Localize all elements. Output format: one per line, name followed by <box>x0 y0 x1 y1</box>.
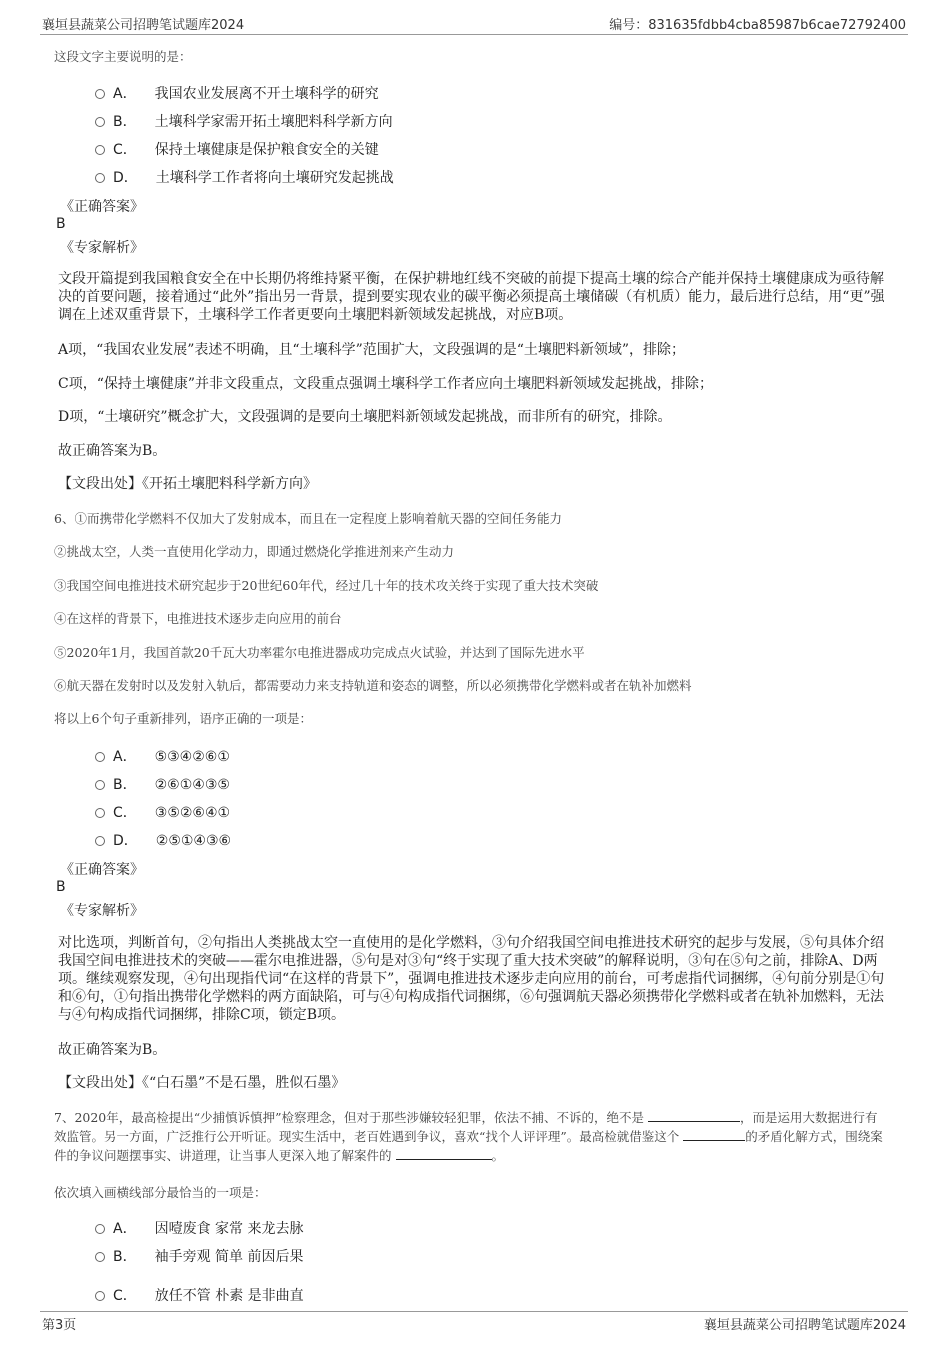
q5-answer-label: 《正确答案》 <box>60 199 144 215</box>
header-doc-id: 编号：831635fdbb4cba85987b6cae72792400 <box>609 18 906 33</box>
q6-answer: B <box>56 879 66 895</box>
q6-stem: 将以上6个句子重新排列，语序正确的一项是： <box>54 711 312 726</box>
radio-icon[interactable] <box>95 117 105 127</box>
radio-icon[interactable] <box>95 173 105 183</box>
q5-conclusion: 故正确答案为B。 <box>58 443 167 459</box>
radio-icon[interactable] <box>95 1291 105 1301</box>
radio-icon[interactable] <box>95 752 105 762</box>
page-number: 第3页 <box>42 1318 77 1333</box>
q5-analysis-paragraph: D项，“土壤研究”概念扩大，文段强调的是要向土壤肥料新领域发起挑战，而非所有的研究，排除。 <box>58 409 672 425</box>
q6-sentence: ⑥航天器在发射时以及发射入轨后，都需要动力来支持轨道和姿态的调整，所以必须携带化学燃料或者在轨补加燃料 <box>54 678 692 693</box>
q7-stem: 7、2020年，最高检提出“少捕慎诉慎押”检察理念，但对于那些涉嫌较轻犯罪，依法不捕、不诉的，绝不是 ，而是运用大数据进行有效监管。另一方面，广泛推行公开听证。现实生活中，老百姓遇到争议，喜欢“找个人评评理”。最高检就借鉴这个 的矛盾化解方式，围绕案件的争议问题摆事实、讲道理，让当事人更深入地了解案件的 。 <box>54 1110 883 1163</box>
q6-source: 【文段出处】《“白石墨”不是石墨，胜似石墨》 <box>58 1075 346 1091</box>
footer-divider <box>40 1311 908 1312</box>
q7-option-c[interactable]: C． 放任不管 朴素 是非曲直 <box>95 1285 304 1305</box>
fill-blank-1 <box>648 1109 740 1122</box>
radio-icon[interactable] <box>95 780 105 790</box>
q7-prompt: 依次填入画横线部分最恰当的一项是： <box>54 1185 267 1200</box>
header-title: 襄垣县蔬菜公司招聘笔试题库2024 <box>42 18 245 33</box>
radio-icon[interactable] <box>95 89 105 99</box>
radio-icon[interactable] <box>95 145 105 155</box>
radio-icon[interactable] <box>95 836 105 846</box>
q6-sentence: ④在这样的背景下，电推进技术逐步走向应用的前台 <box>54 611 342 626</box>
footer-title: 襄垣县蔬菜公司招聘笔试题库2024 <box>703 1318 906 1333</box>
q5-analysis-paragraph: A项，“我国农业发展”表述不明确，且“土壤科学”范围扩大，文段强调的是“土壤肥料新领域”，排除； <box>58 342 686 358</box>
q5-option-b[interactable]: B． 土壤科学家需开拓土壤肥料科学新方向 <box>95 111 393 131</box>
fill-blank-2 <box>683 1128 745 1141</box>
q7-option-a[interactable]: A． 因噎废食 家常 来龙去脉 <box>95 1218 303 1238</box>
q5-stem: 这段文字主要说明的是： <box>54 49 192 64</box>
q5-option-d[interactable]: D． 土壤科学工作者将向土壤研究发起挑战 <box>95 167 394 187</box>
q5-analysis-label: 《专家解析》 <box>60 240 144 256</box>
q5-analysis-paragraph: C项，“保持土壤健康”并非文段重点，文段重点强调土壤科学工作者应向土壤肥料新领域发起挑战，排除； <box>58 376 714 392</box>
q6-sentence: ②挑战太空，人类一直使用化学动力，即通过燃烧化学推进剂来产生动力 <box>54 544 455 559</box>
q5-option-c[interactable]: C． 保持土壤健康是保护粮食安全的关键 <box>95 139 379 159</box>
q6-option-b[interactable]: B． ②⑥①④③⑤ <box>95 774 230 794</box>
q5-answer: B <box>56 216 66 232</box>
q6-analysis-paragraph: 对比选项，判断首句，②句指出人类挑战太空一直使用的是化学燃料，③句介绍我国空间电推进技术研究的起步与发展，⑤句具体介绍我国空间电推进技术的突破——霍尔电推进器，⑤句是对③句“终于实现了重大技术突破”的解释说明，③句在⑤句之前，排除A、D两项。继续观察发现，④句出现指代词“在这样的背景下”，强调电推进技术逐步走向应用的前台，可考虑指代词捆绑，④句前分别是①句和⑥句，①句指出携带化学燃料的两方面缺陷，可与④句构成指代词捆绑，⑥句强调航天器必须携带化学燃料或者在轨补加燃料，无法与④句构成指代词捆绑，排除C项，锁定B项。 <box>58 935 885 1023</box>
q6-conclusion: 故正确答案为B。 <box>58 1042 167 1058</box>
q6-option-c[interactable]: C． ③⑤②⑥④① <box>95 802 230 822</box>
q5-analysis-paragraph: 文段开篇提到我国粮食安全在中长期仍将维持紧平衡，在保护耕地红线不突破的前提下提高土壤的综合产能并保持土壤健康成为亟待解决的首要问题，接着通过“此外”指出另一背景，提到要实现农业的碳平衡必须提高土壤储碳（有机质）能力，最后进行总结，用“更”强调在上述双重背景下，土壤科学工作者更要向土壤肥料新领域发起挑战，对应B项。 <box>58 271 885 323</box>
q5-option-a[interactable]: A． 我国农业发展离不开土壤科学的研究 <box>95 83 379 103</box>
q5-source: 【文段出处】《开拓土壤肥料科学新方向》 <box>58 476 317 492</box>
q6-sentence: ⑤2020年1月，我国首款20千瓦大功率霍尔电推进器成功完成点火试验，并达到了国际先进水平 <box>54 645 585 660</box>
q6-option-d[interactable]: D． ②⑤①④③⑥ <box>95 830 231 850</box>
q7-option-b[interactable]: B． 袖手旁观 简单 前因后果 <box>95 1246 304 1266</box>
q6-sentence: ③我国空间电推进技术研究起步于20世纪60年代，经过几十年的技术攻关终于实现了重大技术突破 <box>54 578 599 593</box>
radio-icon[interactable] <box>95 808 105 818</box>
q6-sentence: 6、①而携带化学燃料不仅加大了发射成本，而且在一定程度上影响着航天器的空间任务能力 <box>54 511 562 526</box>
radio-icon[interactable] <box>95 1252 105 1262</box>
q6-answer-label: 《正确答案》 <box>60 862 144 878</box>
radio-icon[interactable] <box>95 1224 105 1234</box>
header-divider <box>40 34 908 35</box>
fill-blank-3 <box>396 1147 492 1160</box>
q6-option-a[interactable]: A． ⑤③④②⑥① <box>95 746 230 766</box>
q6-analysis-label: 《专家解析》 <box>60 903 144 919</box>
